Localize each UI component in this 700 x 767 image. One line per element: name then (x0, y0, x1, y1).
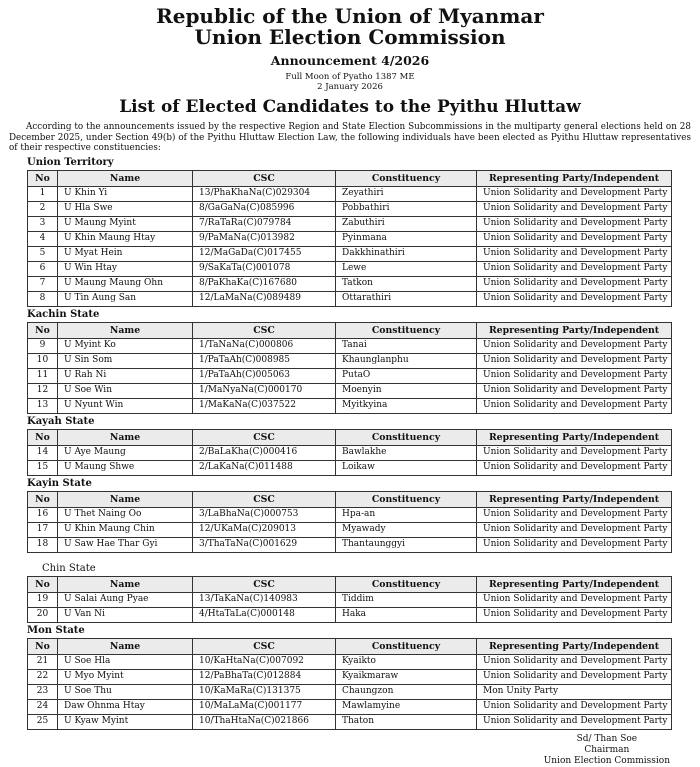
representing-party: Union Solidarity and Development Party (477, 507, 672, 522)
csc-number: 7/RaTaRa(C)079784 (193, 216, 336, 231)
candidate-row (28, 522, 672, 537)
representing-party: Union Solidarity and Development Party (477, 460, 672, 475)
column-header-no: No (28, 576, 58, 592)
representing-party: Union Solidarity and Development Party (477, 607, 672, 622)
representing-party: Union Solidarity and Development Party (477, 654, 672, 669)
representing-party: Union Solidarity and Development Party (477, 216, 672, 231)
constituency: Zeyathiri (336, 186, 477, 201)
candidate-row (28, 276, 672, 291)
table-header-row (28, 576, 672, 592)
constituency: Lewe (336, 261, 477, 276)
constituency: Kyaikmaraw (336, 669, 477, 684)
row-number: 20 (28, 607, 58, 622)
constituency: Tatkon (336, 276, 477, 291)
state-section-kachin-state (0, 309, 700, 414)
section-label: Chin State (42, 562, 96, 574)
table-header-row (28, 322, 672, 338)
candidate-name: U Rah Ni (58, 368, 193, 383)
representing-party: Union Solidarity and Development Party (477, 201, 672, 216)
constituency: Ottarathiri (336, 291, 477, 306)
constituency: Myawady (336, 522, 477, 537)
constituency: Loikaw (336, 460, 477, 475)
row-number: 6 (28, 261, 58, 276)
candidate-name: U Soe Thu (58, 684, 193, 699)
column-header-name: Name (58, 429, 193, 445)
column-header-constituency: Constituency (336, 170, 477, 186)
csc-number: 10/KaHtaNa(C)007092 (193, 654, 336, 669)
candidate-name: U Nyunt Win (58, 398, 193, 413)
constituency: Khaunglanphu (336, 353, 477, 368)
column-header-no: No (28, 322, 58, 338)
signed-by: Sd/ Than Soe (576, 733, 638, 744)
column-header-name: Name (58, 491, 193, 507)
constituency: Hpa-an (336, 507, 477, 522)
column-header-constituency: Constituency (336, 491, 477, 507)
csc-number: 13/TaKaNa(C)140983 (193, 592, 336, 607)
column-header-party: Representing Party/Independent (477, 322, 672, 338)
representing-party: Union Solidarity and Development Party (477, 261, 672, 276)
row-number: 7 (28, 276, 58, 291)
candidate-name: U Aye Maung (58, 445, 193, 460)
column-header-csc: CSC (193, 429, 336, 445)
csc-number: 2/BaLaKha(C)000416 (193, 445, 336, 460)
row-number: 18 (28, 537, 58, 552)
candidate-name: U Kyaw Myint (58, 714, 193, 729)
candidate-row (28, 368, 672, 383)
commission-title: Union Election Commission (194, 25, 506, 49)
row-number: 17 (28, 522, 58, 537)
representing-party: Union Solidarity and Development Party (477, 383, 672, 398)
row-number: 24 (28, 699, 58, 714)
row-number: 9 (28, 338, 58, 353)
csc-number: 8/GaGaNa(C)085996 (193, 201, 336, 216)
candidate-name: U Myat Hein (58, 246, 193, 261)
candidate-row (28, 398, 672, 413)
column-header-party: Representing Party/Independent (477, 576, 672, 592)
column-header-constituency: Constituency (336, 429, 477, 445)
results-table (27, 491, 672, 553)
candidate-row (28, 353, 672, 368)
column-header-no: No (28, 638, 58, 654)
candidate-name: U Win Htay (58, 261, 193, 276)
constituency: Chaungzon (336, 684, 477, 699)
candidate-name: U Khin Maung Chin (58, 522, 193, 537)
row-number: 16 (28, 507, 58, 522)
table-header-row (28, 638, 672, 654)
column-header-no: No (28, 429, 58, 445)
candidate-name: Daw Ohnma Htay (58, 699, 193, 714)
row-number: 8 (28, 291, 58, 306)
constituency: Pyinmana (336, 231, 477, 246)
state-section-kayin-state (0, 478, 700, 553)
candidate-row (28, 231, 672, 246)
constituency: Tiddim (336, 592, 477, 607)
csc-number: 1/MaKaNa(C)037522 (193, 398, 336, 413)
table-header-row (28, 170, 672, 186)
results-table (27, 429, 672, 476)
candidate-row (28, 669, 672, 684)
candidate-row (28, 684, 672, 699)
representing-party: Union Solidarity and Development Party (477, 231, 672, 246)
state-section-kayah-state (0, 416, 700, 476)
column-header-name: Name (58, 638, 193, 654)
representing-party: Union Solidarity and Development Party (477, 669, 672, 684)
column-header-name: Name (58, 576, 193, 592)
representing-party: Mon Unity Party (477, 684, 672, 699)
row-number: 21 (28, 654, 58, 669)
representing-party: Union Solidarity and Development Party (477, 592, 672, 607)
myanmar-date: Full Moon of Pyatho 1387 ME (285, 72, 415, 82)
csc-number: 2/LaKaNa(C)011488 (193, 460, 336, 475)
column-header-csc: CSC (193, 576, 336, 592)
csc-number: 9/PaMaNa(C)013982 (193, 231, 336, 246)
row-number: 25 (28, 714, 58, 729)
candidate-name: U Soe Hla (58, 654, 193, 669)
row-number: 2 (28, 201, 58, 216)
candidate-name: U Myo Myint (58, 669, 193, 684)
row-number: 13 (28, 398, 58, 413)
csc-number: 8/PaKhaKa(C)167680 (193, 276, 336, 291)
candidate-row (28, 699, 672, 714)
column-header-constituency: Constituency (336, 576, 477, 592)
candidate-row (28, 216, 672, 231)
candidate-name: U Maung Myint (58, 216, 193, 231)
candidate-name: U Thet Naing Oo (58, 507, 193, 522)
csc-number: 12/MaGaDa(C)017455 (193, 246, 336, 261)
csc-number: 1/TaNaNa(C)000806 (193, 338, 336, 353)
representing-party: Union Solidarity and Development Party (477, 276, 672, 291)
signer-org: Union Election Commission (543, 755, 670, 766)
column-header-name: Name (58, 170, 193, 186)
announcement-number: Announcement 4/2026 (270, 53, 430, 68)
column-header-constituency: Constituency (336, 322, 477, 338)
state-section-mon-state (0, 625, 700, 730)
constituency: Dakkhinathiri (336, 246, 477, 261)
section-label: Mon State (27, 624, 85, 636)
candidate-row (28, 607, 672, 622)
csc-number: 3/LaBhaNa(C)000753 (193, 507, 336, 522)
csc-number: 12/PaBhaTa(C)012884 (193, 669, 336, 684)
representing-party: Union Solidarity and Development Party (477, 699, 672, 714)
column-header-name: Name (58, 322, 193, 338)
candidate-name: U Sin Som (58, 353, 193, 368)
constituency: Mawlamyine (336, 699, 477, 714)
candidate-name: U Saw Hae Thar Gyi (58, 537, 193, 552)
document-header (0, 6, 700, 117)
results-table (27, 638, 672, 730)
results-table (27, 576, 672, 623)
candidate-row (28, 592, 672, 607)
candidate-row (28, 383, 672, 398)
representing-party: Union Solidarity and Development Party (477, 522, 672, 537)
representing-party: Union Solidarity and Development Party (477, 445, 672, 460)
candidate-row (28, 460, 672, 475)
representing-party: Union Solidarity and Development Party (477, 338, 672, 353)
row-number: 1 (28, 186, 58, 201)
candidate-row (28, 291, 672, 306)
candidate-name: U Maung Shwe (58, 460, 193, 475)
row-number: 23 (28, 684, 58, 699)
row-number: 3 (28, 216, 58, 231)
constituency: Thantaunggyi (336, 537, 477, 552)
section-label: Kachin State (27, 308, 100, 320)
row-number: 15 (28, 460, 58, 475)
column-header-no: No (28, 170, 58, 186)
representing-party: Union Solidarity and Development Party (477, 714, 672, 729)
column-header-csc: CSC (193, 322, 336, 338)
candidate-row (28, 537, 672, 552)
candidate-row (28, 186, 672, 201)
csc-number: 12/UKaMa(C)209013 (193, 522, 336, 537)
csc-number: 4/HtaTaLa(C)000148 (193, 607, 336, 622)
csc-number: 9/SaKaTa(C)001078 (193, 261, 336, 276)
row-number: 12 (28, 383, 58, 398)
state-section-union-territory (0, 157, 700, 307)
candidate-row (28, 246, 672, 261)
candidate-row (28, 714, 672, 729)
table-header-row (28, 491, 672, 507)
candidate-name: U Salai Aung Pyae (58, 592, 193, 607)
csc-number: 1/MaNyaNa(C)000170 (193, 383, 336, 398)
candidate-name: U Maung Maung Ohn (58, 276, 193, 291)
document-subtitle: List of Elected Candidates to the Pyithu Hluttaw (119, 97, 581, 117)
results-table (27, 170, 672, 307)
candidate-name: U Khin Yi (58, 186, 193, 201)
candidate-name: U Soe Win (58, 383, 193, 398)
row-number: 14 (28, 445, 58, 460)
candidate-row (28, 654, 672, 669)
representing-party: Union Solidarity and Development Party (477, 368, 672, 383)
column-header-party: Representing Party/Independent (477, 429, 672, 445)
table-header-row (28, 429, 672, 445)
candidate-name: U Hla Swe (58, 201, 193, 216)
candidate-name: U Khin Maung Htay (58, 231, 193, 246)
signature-block (544, 734, 670, 767)
column-header-constituency: Constituency (336, 638, 477, 654)
csc-number: 3/ThaTaNa(C)001629 (193, 537, 336, 552)
row-number: 11 (28, 368, 58, 383)
representing-party: Union Solidarity and Development Party (477, 291, 672, 306)
constituency: Bawlakhe (336, 445, 477, 460)
csc-number: 10/MaLaMa(C)001177 (193, 699, 336, 714)
intro-paragraph: According to the announcements issued by the respective Region and State Election Subcommissions in the multiparty general elections held on 28 December 2025, under Section 49(b) of the Pyithu Hluttaw Election Law, the following individuals have been elected as Pyithu Hluttaw representatives of their respective constituencies: (9, 122, 691, 153)
csc-number: 13/PhaKhaNa(C)029304 (193, 186, 336, 201)
constituency: Thaton (336, 714, 477, 729)
column-header-party: Representing Party/Independent (477, 170, 672, 186)
candidate-row (28, 338, 672, 353)
candidate-row (28, 507, 672, 522)
csc-number: 12/LaMaNa(C)089489 (193, 291, 336, 306)
column-header-csc: CSC (193, 491, 336, 507)
section-label: Kayin State (27, 477, 92, 489)
sections-container (0, 157, 700, 730)
candidate-name: U Van Ni (58, 607, 193, 622)
constituency: Zabuthiri (336, 216, 477, 231)
representing-party: Union Solidarity and Development Party (477, 246, 672, 261)
representing-party: Union Solidarity and Development Party (477, 186, 672, 201)
candidate-row (28, 201, 672, 216)
column-header-no: No (28, 491, 58, 507)
signer-role: Chairman (584, 744, 630, 755)
state-section-chin-state (0, 563, 700, 623)
representing-party: Union Solidarity and Development Party (477, 537, 672, 552)
results-table (27, 322, 672, 414)
column-header-csc: CSC (193, 170, 336, 186)
candidate-row (28, 261, 672, 276)
column-header-csc: CSC (193, 638, 336, 654)
constituency: Moenyin (336, 383, 477, 398)
constituency: Tanai (336, 338, 477, 353)
constituency: Myitkyina (336, 398, 477, 413)
candidate-row (28, 445, 672, 460)
country-title: Republic of the Union of Myanmar (156, 4, 544, 28)
constituency: Kyaikto (336, 654, 477, 669)
row-number: 19 (28, 592, 58, 607)
row-number: 4 (28, 231, 58, 246)
constituency: PutaO (336, 368, 477, 383)
row-number: 10 (28, 353, 58, 368)
gregorian-date: 2 January 2026 (317, 82, 383, 92)
representing-party: Union Solidarity and Development Party (477, 398, 672, 413)
row-number: 22 (28, 669, 58, 684)
candidate-name: U Myint Ko (58, 338, 193, 353)
csc-number: 1/PaTaAh(C)005063 (193, 368, 336, 383)
csc-number: 1/PaTaAh(C)008985 (193, 353, 336, 368)
representing-party: Union Solidarity and Development Party (477, 353, 672, 368)
row-number: 5 (28, 246, 58, 261)
candidate-name: U Tin Aung San (58, 291, 193, 306)
section-label: Kayah State (27, 415, 95, 427)
constituency: Pobbathiri (336, 201, 477, 216)
constituency: Haka (336, 607, 477, 622)
column-header-party: Representing Party/Independent (477, 491, 672, 507)
csc-number: 10/KaMaRa(C)131375 (193, 684, 336, 699)
column-header-party: Representing Party/Independent (477, 638, 672, 654)
csc-number: 10/ThaHtaNa(C)021866 (193, 714, 336, 729)
section-label: Union Territory (27, 156, 114, 168)
